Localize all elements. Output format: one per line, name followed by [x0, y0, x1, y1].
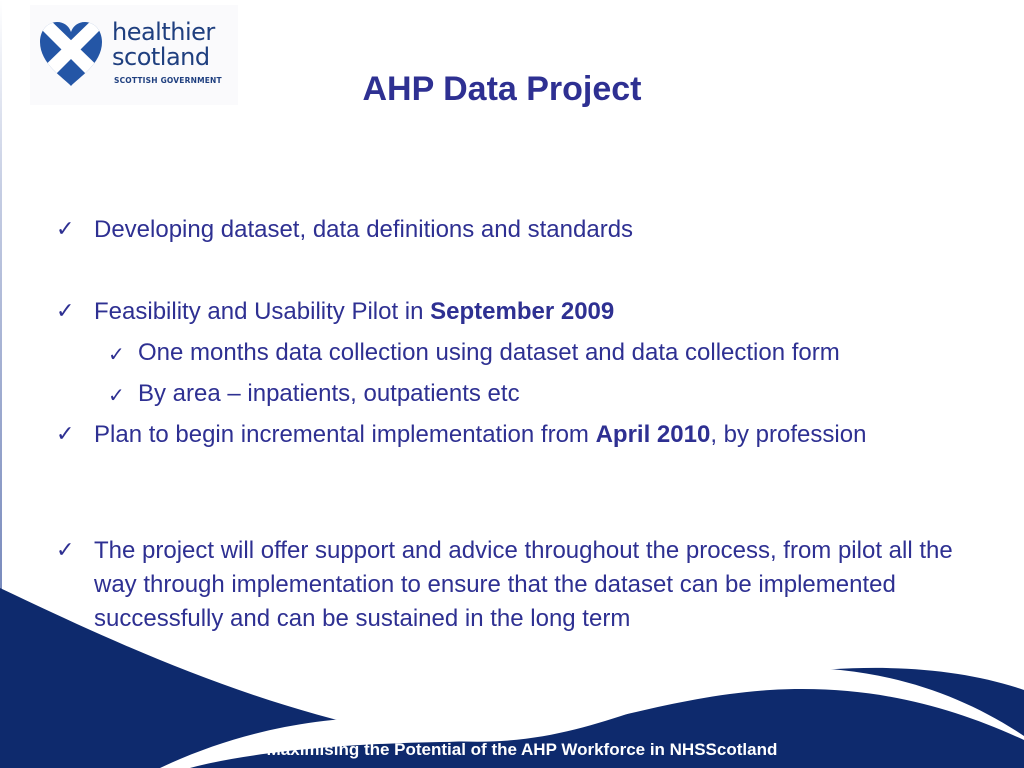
- logo-subtitle: SCOTTISH GOVERNMENT: [114, 76, 222, 85]
- check-icon: ✓: [56, 538, 75, 563]
- sub-bullet-1-text: One months data collection using dataset and data collection form: [138, 339, 840, 366]
- logo-word-scotland: scotland: [112, 43, 210, 71]
- bullet-3-text-end: , by profession: [710, 421, 867, 448]
- slide-title: AHP Data Project: [362, 70, 642, 108]
- footer-text: Maximising the Potential of the AHP Workforce in NHSScotland: [266, 740, 778, 759]
- bullet-2: [56, 295, 991, 329]
- check-icon: ✓: [108, 383, 125, 407]
- bullet-2-date: September 2009: [430, 298, 615, 325]
- bullet-4-text: The project will offer support and advice throughout the process, from pilot all the way through implementation to ensure that the dataset can be implemented successfully and can be sustained in the long term: [94, 537, 953, 632]
- bullet-3: [56, 418, 886, 452]
- bullet-2-text: Feasibility and Usability Pilot in: [94, 298, 431, 325]
- sub-bullet-1: [108, 336, 1008, 370]
- check-icon: ✓: [56, 422, 75, 447]
- bullet-1: [56, 213, 991, 247]
- sub-bullet-2-text: By area – inpatients, outpatients etc: [138, 380, 520, 407]
- bullet-1-text: Developing dataset, data definitions and standards: [94, 216, 634, 243]
- sub-bullet-2: [108, 377, 1008, 411]
- check-icon: ✓: [56, 299, 75, 324]
- bullet-3-date: April 2010: [595, 421, 711, 448]
- check-icon: ✓: [108, 342, 125, 366]
- check-icon: ✓: [56, 217, 75, 242]
- bullet-4: [56, 534, 1001, 636]
- logo-word-healthier: healthier: [112, 18, 215, 46]
- bullet-3-text: Plan to begin incremental implementation from: [94, 421, 596, 448]
